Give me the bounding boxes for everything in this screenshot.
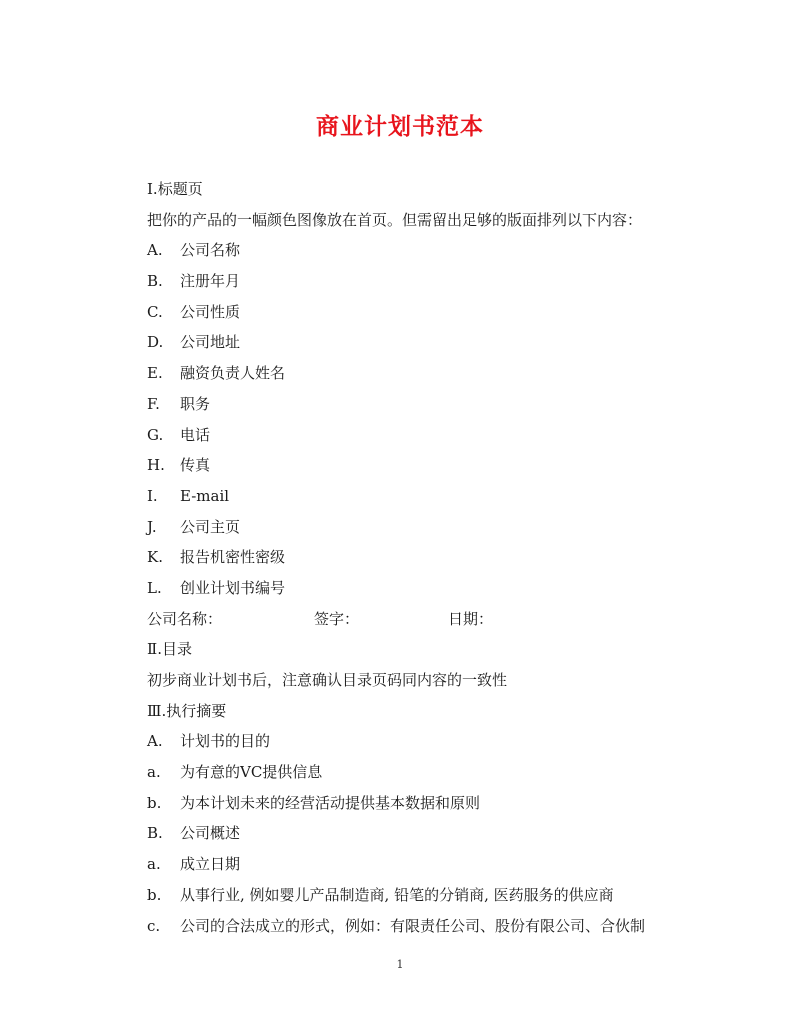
list-item-text: 成立日期 [180,855,241,874]
list-item [147,542,687,573]
section-intro-paragraph: 把你的产品的一幅颜色图像放在首页。但需留出足够的版面排列以下内容： [147,210,643,229]
list-marker: H. [147,456,165,475]
list-item-text: 创业计划书编号 [180,578,286,597]
list-item [147,849,687,880]
section-heading-title-page: Ⅰ.标题页 [147,180,203,198]
list-item-text: 为本计划未来的经营活动提供基本数据和原则 [180,793,481,812]
list-item [147,297,687,328]
list-item [147,358,687,389]
signature-line [147,604,687,635]
list-item [147,911,687,942]
list-item-text: 融资负责人姓名 [180,364,286,383]
list-marker: a. [147,855,161,874]
page-number: 1 [396,958,404,971]
list-item-text: 公司主页 [180,517,241,536]
list-item-text: 计划书的目的 [180,732,271,751]
list-marker: D. [147,333,164,352]
list-item-text: 电话 [180,425,211,444]
list-item-text: 公司名称 [180,241,241,260]
section-paragraph: 初步商业计划书后，注意确认目录页码同内容的一致性 [147,671,508,689]
list-marker: E. [147,364,163,383]
list-item [147,327,687,358]
document-title: 商业计划书范本 [316,113,484,140]
list-item-text: E-mail [180,486,230,505]
list-item [147,512,687,543]
list-item [147,389,687,420]
list-marker: C. [147,302,163,321]
section-heading-executive-summary: Ⅲ.执行摘要 [147,701,227,720]
list-item [147,757,687,788]
list-marker: c. [147,916,161,935]
list-marker: J. [147,517,157,536]
list-marker: b. [147,793,162,812]
list-marker: F. [147,394,160,413]
list-marker: B. [147,272,163,291]
list-item-text: 公司的合法成立的形式，例如：有限责任公司、股份有限公司、合伙制 [180,916,646,935]
list-item-text: 报告机密性密级 [180,548,286,567]
document-body [147,174,687,941]
list-marker: a. [147,763,161,782]
section-heading-contents: Ⅱ.目录 [147,640,192,659]
list-item [147,880,687,911]
list-item-text: 公司性质 [180,302,241,321]
list-item [147,420,687,451]
list-item-text: 职务 [180,394,211,413]
list-marker: A. [147,732,163,751]
list-marker: b. [147,885,162,904]
list-item [147,450,687,481]
list-marker: G. [147,425,164,444]
list-item-text: 从事行业, 例如婴儿产品制造商, 铅笔的分销商, 医药服务的供应商 [180,885,614,904]
list-marker: B. [147,824,163,843]
signature-label: 签字： [314,609,360,628]
list-item [147,726,687,757]
list-marker: A. [147,241,163,260]
list-item-text: 传真 [180,456,211,475]
list-item [147,788,687,819]
list-item-text: 公司概述 [180,824,241,843]
list-marker: L. [147,578,162,597]
list-item-text: 注册年月 [180,272,241,291]
list-item [147,573,687,604]
list-marker: K. [147,548,163,567]
list-item [147,235,687,266]
list-item-text: 为有意的VC提供信息 [180,763,323,782]
list-item [147,266,687,297]
date-label: 日期： [448,609,494,628]
list-item [147,818,687,849]
company-name-label: 公司名称： [147,609,223,628]
list-item-text: 公司地址 [180,333,241,352]
list-marker: I. [147,486,158,505]
list-item [147,481,687,512]
